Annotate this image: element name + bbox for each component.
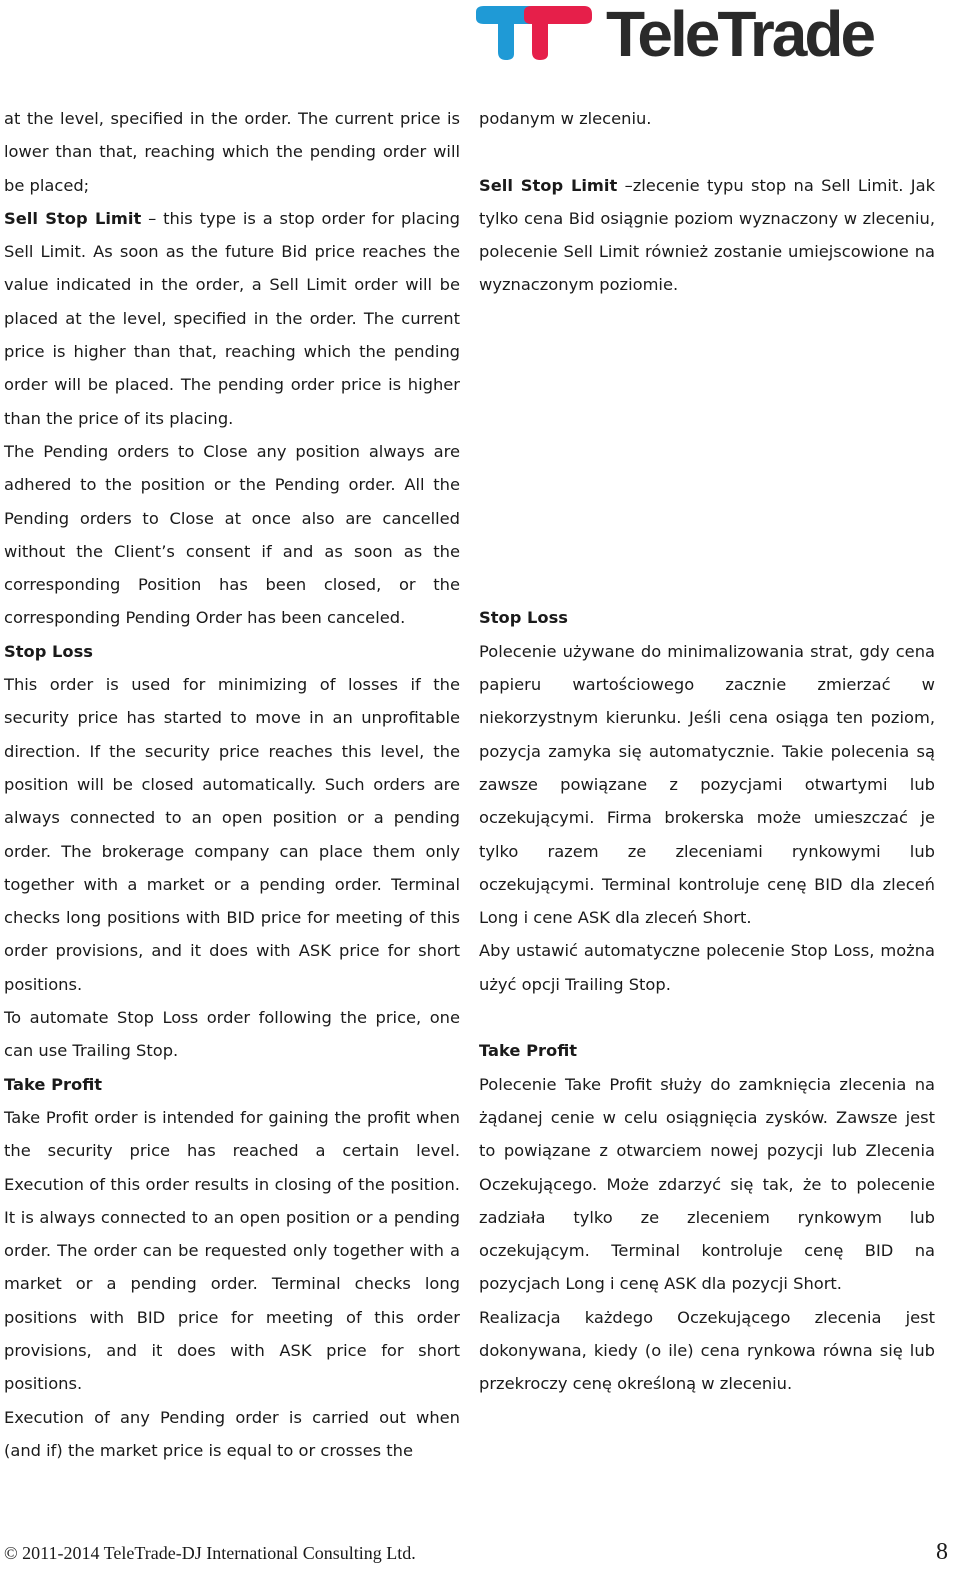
paragraph-sell-stop-limit: [4, 202, 460, 435]
term-sell-stop-limit: Sell Stop Limit: [479, 175, 618, 195]
page-number: 8: [936, 1539, 948, 1565]
term-sell-stop-limit: Sell Stop Limit: [4, 208, 142, 228]
paragraph: podanym w zleceniu.: [479, 109, 652, 128]
logo-wordmark: TeleTrade: [606, 0, 874, 70]
paragraph: The Pending orders to Close any position always are adhered to the position or the Pending order. All the Pending orders to Close at once also are cancelled without the Client’s consent if and as soon as the corresponding Position has been closed, or the corresponding Pending Order has been canceled.: [4, 441, 460, 628]
paragraph: This order is used for minimizing of losses if the security price has started to move in an unprofitable direction. If the security price reaches this level, the position will be closed automatically. Such orders are always connected to an open position or a pending order. The brokerage company can place them only together with a market or a pending order. Terminal checks long positions with BID price for meeting of this order provisions, and it does with ASK price for short positions.: [4, 675, 460, 994]
paragraph-sell-stop-limit: [479, 169, 935, 302]
polish-column: [479, 102, 935, 1401]
paragraph-text: – this type is a stop order for placing Sell Limit. As soon as the future Bid price reaches the value indicated in the order, a Sell Limit order will be placed at the level, specified in the order. The current price is higher than that, reaching which the pending order will be placed. The pending order price is higher than the price of its placing.: [4, 208, 460, 428]
paragraph-text: –zlecenie typu stop na Sell Limit. Jak tylko cena Bid osiągnie poziom wyznaczony w zleceniu, polecenie Sell Limit również zostanie umiejscowione na wyznaczonym poziomie.: [479, 175, 935, 295]
english-column: [4, 102, 460, 1467]
paragraph: Realizacja każdego Oczekującego zlecenia jest dokonywana, kiedy (o ile) cena rynkowa równa się lub przekroczy cenę określoną w zleceniu.: [479, 1307, 935, 1394]
heading-stop-loss: Stop Loss: [479, 608, 568, 628]
paragraph: Execution of any Pending order is carried out when (and if) the market price is equal to or crosses the: [4, 1407, 460, 1460]
teletrade-logo-icon: [474, 4, 594, 60]
heading-take-profit: Take Profit: [4, 1074, 103, 1094]
paragraph: To automate Stop Loss order following the price, one can use Trailing Stop.: [4, 1008, 460, 1061]
page-footer: [4, 1539, 954, 1573]
paragraph: Polecenie używane do minimalizowania strat, gdy cena papieru wartościowego zacznie zmierzać w niekorzystnym kierunku. Jeśli cena osiąga ten poziom, pozycja zamyka się automatycznie. Takie polecenia są zawsze powiązane z pozycjami otwartymi lub oczekującymi. Firma brokerska może umieszczać je tylko razem ze zleceniami rynkowymi lub oczekującymi. Terminal kontroluje cenę BID dla zleceń Long i cene ASK dla zleceń Short.: [479, 641, 935, 928]
copyright-notice: © 2011-2014 TeleTrade-DJ International Consulting Ltd.: [4, 1543, 416, 1563]
paragraph: at the level, specified in the order. The current price is lower than that, reaching which the pending order will be placed;: [4, 109, 460, 195]
page-header: [0, 0, 960, 80]
heading-stop-loss: Stop Loss: [4, 641, 93, 661]
paragraph: Take Profit order is intended for gaining the profit when the security price has reached a certain level. Execution of this order results in closing of the position. It is always connected to an open position or a pending order. The order can be requested only together with a market or a pending order. Terminal checks long positions with BID price for meeting of this order provisions, and it does with ASK price for short positions.: [4, 1107, 460, 1394]
heading-take-profit: Take Profit: [479, 1041, 578, 1061]
paragraph: Aby ustawić automatyczne polecenie Stop Loss, można użyć opcji Trailing Stop.: [479, 941, 935, 994]
paragraph: Polecenie Take Profit służy do zamknięcia zlecenia na żądanej cenie w celu osiągnięcia zysków. Zawsze jest to powiązane z otwarciem nowej pozycji lub Zlecenia Oczekującego. Może zdarzyć się tak, że to polecenie zadziała tylko ze zleceniem rynkowym lub oczekującym. Terminal kontroluje cenę BID na pozycjach Long i cenę ASK dla pozycji Short.: [479, 1074, 935, 1294]
